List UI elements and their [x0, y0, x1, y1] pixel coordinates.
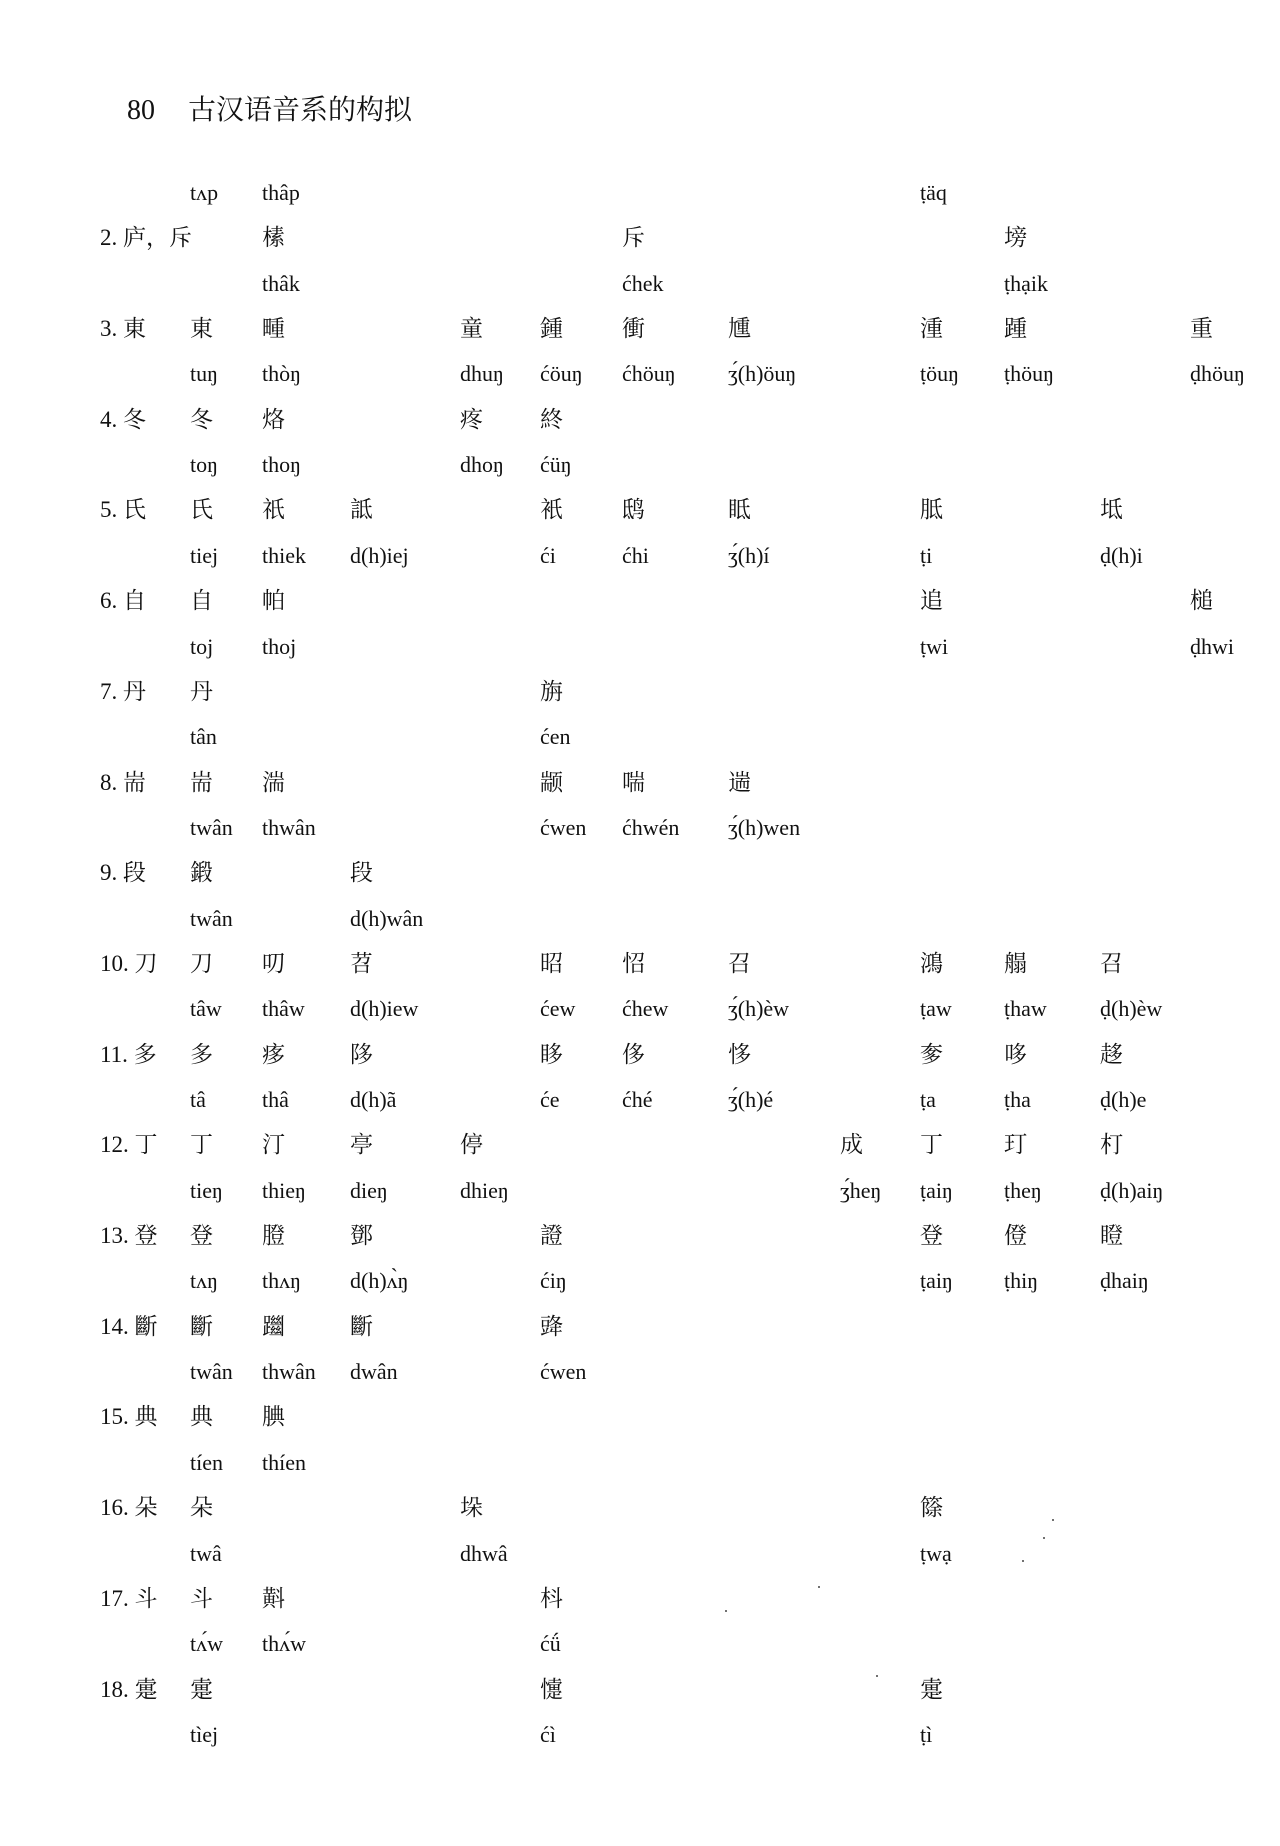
- reconstruction-cell: ḍhöuŋ: [1190, 361, 1245, 387]
- reconstruction-cell: dieŋ: [350, 1177, 388, 1203]
- scan-speck: [725, 1610, 727, 1612]
- scan-speck: [876, 1675, 878, 1677]
- series-label: 5. 氏: [100, 497, 146, 523]
- reconstruction-cell: tʌŋ: [190, 1268, 218, 1294]
- series-label: 8. 耑: [100, 769, 146, 795]
- reconstruction-cell: thʌŋ: [262, 1268, 301, 1294]
- character-cell: 烙: [262, 406, 285, 432]
- reconstruction-cell: ṭaiŋ: [920, 1268, 953, 1294]
- reconstruction-cell: thòŋ: [262, 361, 301, 387]
- character-cell: 湩: [920, 316, 943, 342]
- reconstruction-cell: ʒ́(h)é: [728, 1087, 774, 1112]
- reconstruction-cell: tiej: [190, 542, 219, 568]
- character-cell: 䑽: [1004, 950, 1027, 976]
- character-cell: 尰: [728, 316, 751, 342]
- reconstruction-cell: tân: [190, 724, 217, 750]
- character-cell: 喘: [622, 769, 645, 795]
- character-cell: 垛: [460, 1495, 483, 1521]
- reconstruction-cell: thâk: [262, 270, 300, 296]
- character-cell: 停: [460, 1132, 483, 1158]
- character-cell: 疼: [460, 406, 483, 432]
- character-cell: 鴻: [920, 950, 943, 976]
- character-cell: 斷: [190, 1313, 213, 1339]
- reconstruction-cell: tíen: [190, 1449, 223, 1475]
- character-cell: 畽: [262, 316, 285, 342]
- character-cell: 䜶: [540, 1313, 563, 1339]
- reconstruction-row: [0, 1354, 1280, 1390]
- series-label: 15. 典: [100, 1404, 158, 1430]
- reconstruction-cell: ćwen: [540, 814, 587, 840]
- character-cell: 帕: [262, 588, 285, 614]
- character-row: [0, 765, 1280, 801]
- reconstruction-cell: ćew: [540, 996, 576, 1022]
- character-cell: 成: [840, 1132, 863, 1158]
- reconstruction-cell: dwân: [350, 1359, 398, 1385]
- reconstruction-cell: ʒ́(h)öuŋ: [728, 361, 797, 387]
- page-title: 古汉语音系的构拟: [188, 95, 413, 126]
- reconstruction-row: [0, 1536, 1280, 1572]
- reconstruction-cell: thiek: [262, 542, 306, 568]
- character-row: [0, 1581, 1280, 1617]
- series-label: 6. 自: [100, 588, 146, 614]
- character-cell: 侈: [622, 1041, 645, 1067]
- character-cell: 怊: [622, 950, 645, 976]
- character-cell: 朾: [1100, 1132, 1123, 1158]
- reconstruction-cell: thwân: [262, 1359, 316, 1385]
- reconstruction-cell: dhieŋ: [460, 1177, 509, 1203]
- character-cell: 刀: [190, 950, 213, 976]
- character-cell: 湍: [262, 769, 285, 795]
- character-row: [0, 1037, 1280, 1073]
- character-cell: 僜: [1004, 1223, 1027, 1249]
- reconstruction-cell: ćhöuŋ: [622, 361, 676, 387]
- character-cell: 胝: [920, 497, 943, 523]
- reconstruction-cell: ćhwén: [622, 814, 680, 840]
- reconstruction-cell: d(h)iej: [350, 542, 409, 568]
- series-label: 7. 丹: [100, 678, 146, 704]
- reconstruction-row: [0, 538, 1280, 574]
- character-row: [0, 311, 1280, 347]
- character-cell: 鄧: [350, 1223, 373, 1249]
- reconstruction-cell: tuŋ: [190, 361, 218, 387]
- reconstruction-cell: dhwâ: [460, 1540, 508, 1566]
- character-row: [0, 674, 1280, 710]
- reconstruction-row: [0, 175, 1280, 211]
- character-cell: 丹: [190, 678, 213, 704]
- character-cell: 召: [1100, 950, 1123, 976]
- character-cell: 痑: [262, 1041, 285, 1067]
- character-cell: 典: [190, 1404, 213, 1430]
- character-cell: 斗: [190, 1585, 213, 1611]
- character-cell: 重: [1190, 316, 1213, 342]
- character-cell: 東: [190, 316, 213, 342]
- reconstruction-row: [0, 266, 1280, 302]
- series-label: 4. 冬: [100, 406, 146, 432]
- scan-speck: [818, 1586, 820, 1588]
- reconstruction-row: [0, 447, 1280, 483]
- reconstruction-cell: ṭa: [920, 1087, 936, 1112]
- series-label: 9. 段: [100, 860, 146, 886]
- reconstruction-cell: ṭi: [920, 542, 933, 568]
- reconstruction-cell: ćì: [540, 1721, 556, 1747]
- reconstruction-cell: toŋ: [190, 452, 218, 478]
- reconstruction-cell: ćǘ: [540, 1631, 561, 1657]
- reconstruction-cell: ći: [540, 542, 556, 568]
- character-cell: 衹: [540, 497, 563, 523]
- reconstruction-row: [0, 901, 1280, 937]
- reconstruction-cell: tìej: [190, 1721, 219, 1747]
- character-cell: 朵: [190, 1495, 213, 1521]
- reconstruction-cell: ʒ́heŋ: [840, 1177, 882, 1203]
- character-cell: 召: [728, 950, 751, 976]
- reconstruction-cell: d(h)wân: [350, 905, 424, 931]
- character-cell: 昭: [540, 950, 563, 976]
- character-cell: 枓: [540, 1585, 563, 1611]
- character-cell: 斥: [622, 225, 645, 251]
- reconstruction-cell: dhuŋ: [460, 361, 504, 387]
- character-row: [0, 1309, 1280, 1345]
- character-row: [0, 583, 1280, 619]
- character-cell: 哆: [1004, 1041, 1027, 1067]
- series-label: 17. 斗: [100, 1585, 158, 1611]
- character-cell: 躖: [262, 1313, 285, 1339]
- reconstruction-cell: toj: [190, 633, 214, 659]
- character-cell: 懥: [540, 1676, 563, 1702]
- reconstruction-cell: će: [540, 1087, 560, 1112]
- character-cell: 段: [350, 860, 373, 886]
- character-row: [0, 1490, 1280, 1526]
- character-cell: 冬: [190, 406, 213, 432]
- reconstruction-row: [0, 1173, 1280, 1209]
- reconstruction-cell: ćhew: [622, 996, 669, 1022]
- reconstruction-cell: ćwen: [540, 1359, 587, 1385]
- character-cell: 塝: [1004, 225, 1027, 251]
- reconstruction-cell: ʒ́(h)í: [728, 542, 770, 568]
- reconstruction-row: [0, 1626, 1280, 1662]
- reconstruction-cell: ṭhạik: [1004, 270, 1048, 296]
- reconstruction-cell: ṭhiŋ: [1004, 1268, 1039, 1294]
- reconstruction-cell: ḍ(h)aiŋ: [1100, 1177, 1164, 1203]
- reconstruction-cell: ćiŋ: [540, 1268, 567, 1294]
- reconstruction-cell: thoŋ: [262, 452, 301, 478]
- character-cell: 膯: [262, 1223, 285, 1249]
- character-cell: 眡: [728, 497, 751, 523]
- character-row: [0, 855, 1280, 891]
- reconstruction-cell: thâw: [262, 996, 305, 1022]
- character-cell: 遄: [728, 769, 751, 795]
- character-cell: 汀: [262, 1132, 285, 1158]
- character-cell: 氏: [190, 497, 213, 523]
- character-cell: 奓: [920, 1041, 943, 1067]
- character-cell: 衝: [622, 316, 645, 342]
- character-cell: 斷: [350, 1313, 373, 1339]
- character-cell: 自: [190, 588, 213, 614]
- character-row: [0, 1399, 1280, 1435]
- reconstruction-row: [0, 629, 1280, 665]
- reconstruction-cell: ʒ́(h)wen: [728, 814, 801, 840]
- character-cell: 童: [460, 316, 483, 342]
- reconstruction-cell: thʌ́w: [262, 1631, 306, 1657]
- character-cell: 恀: [728, 1041, 751, 1067]
- reconstruction-row: [0, 719, 1280, 755]
- reconstruction-cell: ćöuŋ: [540, 361, 583, 387]
- character-cell: 颛: [540, 769, 563, 795]
- reconstruction-cell: ṭheŋ: [1004, 1177, 1042, 1203]
- character-cell: 詆: [350, 497, 373, 523]
- character-cell: 追: [920, 588, 943, 614]
- series-label: 13. 登: [100, 1223, 158, 1249]
- reconstruction-cell: twâ: [190, 1540, 222, 1566]
- character-row: [0, 220, 1280, 256]
- scan-speck: [1043, 1537, 1045, 1539]
- reconstruction-row: [0, 1263, 1280, 1299]
- reconstruction-cell: tʌp: [190, 180, 219, 205]
- character-cell: 腆: [262, 1404, 285, 1430]
- series-label: 16. 朵: [100, 1495, 158, 1521]
- character-cell: 丁: [190, 1132, 213, 1158]
- character-cell: 苕: [350, 950, 373, 976]
- character-cell: 趍: [1100, 1041, 1123, 1067]
- reconstruction-cell: ṭwi: [920, 633, 949, 659]
- reconstruction-row: [0, 991, 1280, 1027]
- reconstruction-cell: ṭha: [1004, 1087, 1031, 1112]
- character-cell: 篨: [920, 1495, 943, 1521]
- reconstruction-cell: ṭì: [920, 1721, 933, 1747]
- character-cell: 叨: [262, 950, 285, 976]
- character-cell: 亭: [350, 1132, 373, 1158]
- reconstruction-cell: tieŋ: [190, 1177, 223, 1203]
- character-cell: 耑: [190, 769, 213, 795]
- reconstruction-cell: ḍhwi: [1190, 633, 1234, 659]
- character-row: [0, 402, 1280, 438]
- character-cell: 榡: [262, 225, 285, 251]
- reconstruction-cell: tâ: [190, 1087, 206, 1112]
- reconstruction-cell: ṭäq: [920, 180, 947, 205]
- reconstruction-cell: ṭhaw: [1004, 996, 1047, 1022]
- reconstruction-cell: twân: [190, 905, 233, 931]
- reconstruction-cell: twân: [190, 814, 233, 840]
- reconstruction-row: [0, 1717, 1280, 1753]
- reconstruction-cell: ćhi: [622, 542, 649, 568]
- reconstruction-cell: ʒ́(h)èw: [728, 996, 790, 1022]
- character-cell: 踵: [1004, 316, 1027, 342]
- character-cell: 陊: [350, 1041, 373, 1067]
- character-cell: 旃: [540, 678, 563, 704]
- character-cell: 鸱: [622, 497, 645, 523]
- reconstruction-cell: d(h)ã: [350, 1087, 397, 1112]
- character-cell: 鍛: [190, 860, 213, 886]
- page-number: 80: [127, 95, 155, 126]
- reconstruction-cell: ṭaw: [920, 996, 952, 1022]
- series-label: 10. 刀: [100, 950, 158, 976]
- series-label: 11. 多: [100, 1041, 157, 1067]
- reconstruction-cell: ḍ(h)i: [1100, 542, 1143, 568]
- reconstruction-cell: ṭöuŋ: [920, 361, 959, 387]
- reconstruction-cell: tâw: [190, 996, 222, 1022]
- character-cell: 丁: [920, 1132, 943, 1158]
- character-cell: 登: [190, 1223, 213, 1249]
- character-cell: 多: [190, 1041, 213, 1067]
- reconstruction-cell: thwân: [262, 814, 316, 840]
- reconstruction-cell: thâp: [262, 180, 300, 205]
- character-cell: 玎: [1004, 1132, 1027, 1158]
- reconstruction-cell: ćhek: [622, 270, 664, 296]
- reconstruction-row: [0, 1082, 1280, 1118]
- character-row: [0, 1218, 1280, 1254]
- character-cell: 證: [540, 1223, 563, 1249]
- reconstruction-cell: ṭaiŋ: [920, 1177, 953, 1203]
- character-cell: 鍾: [540, 316, 563, 342]
- reconstruction-cell: thoj: [262, 633, 297, 659]
- character-cell: 疐: [920, 1676, 943, 1702]
- character-row: [0, 492, 1280, 528]
- reconstruction-cell: dhoŋ: [460, 452, 504, 478]
- reconstruction-cell: d(h)ʌ̀ŋ: [350, 1268, 409, 1294]
- reconstruction-cell: ḍhaiŋ: [1100, 1268, 1149, 1294]
- reconstruction-row: [0, 810, 1280, 846]
- character-row: [0, 1127, 1280, 1163]
- character-cell: 終: [540, 406, 563, 432]
- character-cell: 登: [920, 1223, 943, 1249]
- reconstruction-cell: ṭwạ: [920, 1540, 952, 1566]
- character-cell: 斢: [262, 1585, 285, 1611]
- reconstruction-cell: ḍ(h)èw: [1100, 996, 1163, 1022]
- scan-speck: [1022, 1560, 1024, 1562]
- reconstruction-cell: thâ: [262, 1087, 289, 1112]
- series-label: 12. 丁: [100, 1132, 158, 1158]
- character-cell: 坻: [1100, 497, 1123, 523]
- page-header: [127, 88, 412, 128]
- reconstruction-cell: thieŋ: [262, 1177, 306, 1203]
- reconstruction-cell: d(h)iew: [350, 996, 419, 1022]
- character-row: [0, 946, 1280, 982]
- character-cell: 槌: [1190, 588, 1213, 614]
- reconstruction-row: [0, 1445, 1280, 1481]
- series-label: 14. 斷: [100, 1313, 158, 1339]
- scan-speck: [1052, 1519, 1054, 1521]
- character-cell: 眵: [540, 1041, 563, 1067]
- character-cell: 疐: [190, 1676, 213, 1702]
- reconstruction-cell: ṭhöuŋ: [1004, 361, 1054, 387]
- series-label: 2. 庐，斥: [100, 225, 192, 251]
- reconstruction-cell: ḍ(h)e: [1100, 1087, 1147, 1112]
- reconstruction-cell: ćen: [540, 724, 571, 750]
- reconstruction-cell: thíen: [262, 1449, 306, 1475]
- reconstruction-cell: twân: [190, 1359, 233, 1385]
- character-cell: 祇: [262, 497, 285, 523]
- reconstruction-row: [0, 356, 1280, 392]
- series-label: 18. 疐: [100, 1676, 158, 1702]
- character-cell: 瞪: [1100, 1223, 1123, 1249]
- reconstruction-cell: ćüŋ: [540, 452, 572, 478]
- reconstruction-cell: ćhé: [622, 1087, 653, 1112]
- series-label: 3. 東: [100, 316, 146, 342]
- character-row: [0, 1672, 1280, 1708]
- reconstruction-cell: tʌ́w: [190, 1631, 223, 1657]
